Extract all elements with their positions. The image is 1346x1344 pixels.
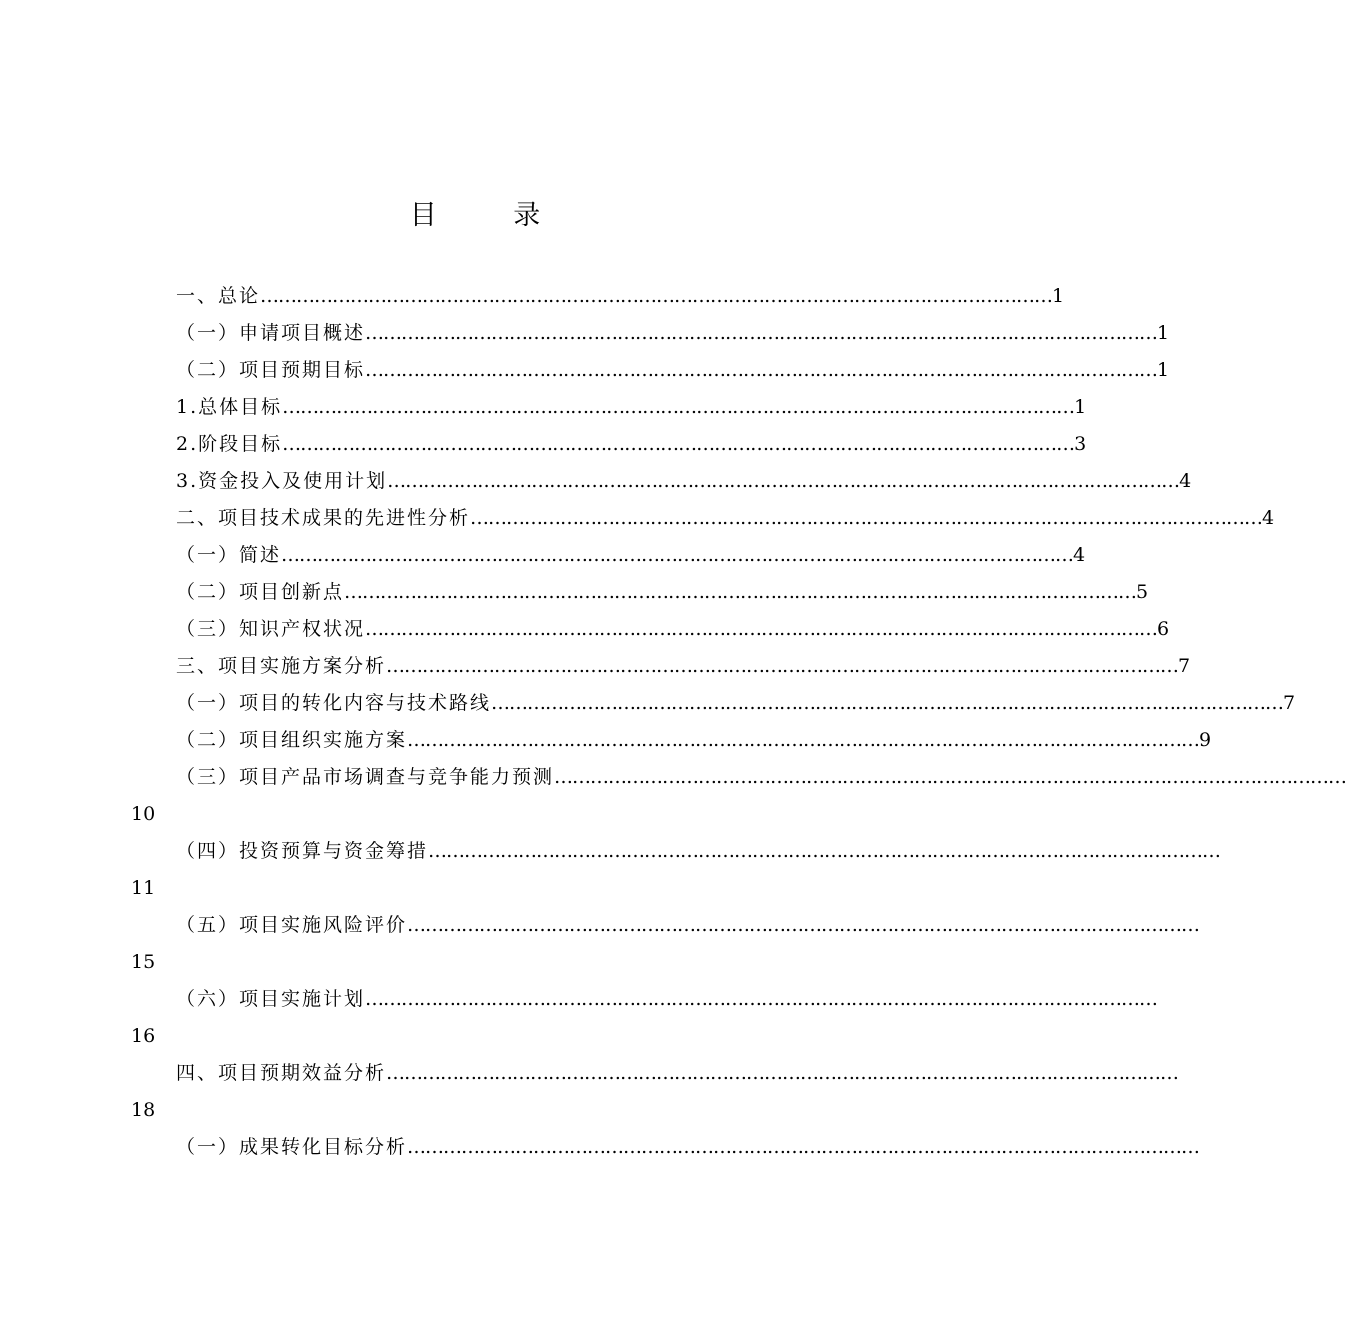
toc-entry-row (176, 574, 1149, 611)
toc-page-number: 6 (1157, 618, 1170, 640)
toc-leader-dots: …………………………………………………………………………………………………………………… (281, 544, 1074, 566)
toc-leader-dots: …………………………………………………………………………………………………………………… (282, 433, 1075, 455)
toc-leader-dots: …………………………………………………………………………………………………………………… (428, 840, 1221, 862)
toc-entry-row (176, 426, 1087, 463)
toc-entry[interactable] (0, 907, 1200, 944)
toc-page-number: 16 (131, 1025, 156, 1047)
toc-leader-dots: …………………………………………………………………………………………………………………… (407, 914, 1200, 936)
toc-page-number: 11 (131, 877, 156, 899)
toc-page-number: 4 (1179, 470, 1192, 492)
toc-leader-dots: …………………………………………………………………………………………………………………… (365, 618, 1158, 640)
toc-entry-label: （一）项目的转化内容与技术路线 (176, 692, 492, 714)
toc-page-number: 1 (1157, 322, 1170, 344)
toc-entry[interactable] (0, 278, 1065, 315)
toc-entry[interactable] (0, 1129, 1200, 1166)
toc-entry-label: （三）知识产权状况 (176, 618, 366, 640)
toc-entry-row (176, 685, 1296, 722)
table-of-contents (0, 278, 1346, 1166)
toc-entry-row (176, 611, 1170, 648)
toc-leader-dots: …………………………………………………………………………………………………………………… (344, 581, 1137, 603)
toc-entry[interactable] (0, 981, 1158, 1018)
toc-entry-label: （一）简述 (176, 544, 282, 566)
toc-entry[interactable] (0, 463, 1192, 500)
toc-entry[interactable] (0, 389, 1087, 426)
toc-entry[interactable] (0, 611, 1170, 648)
toc-entry-label: （三）项目产品市场调查与竞争能力预测 (176, 766, 555, 788)
toc-entry-row (176, 1129, 1200, 1166)
toc-entry[interactable] (0, 352, 1170, 389)
toc-entry-label: 3.资金投入及使用计划 (176, 470, 388, 492)
toc-entry-row (176, 907, 1200, 944)
toc-leader-dots: …………………………………………………………………………………………………………………… (365, 322, 1158, 344)
toc-leader-dots: …………………………………………………………………………………………………………………… (387, 470, 1180, 492)
toc-leader-dots: …………………………………………………………………………………………………………………… (386, 655, 1179, 677)
toc-entry-label: （二）项目预期目标 (176, 359, 366, 381)
toc-entry-label: 二、项目技术成果的先进性分析 (176, 507, 471, 529)
toc-leader-dots: …………………………………………………………………………………………………………………… (407, 729, 1200, 751)
toc-entry[interactable] (0, 1055, 1179, 1092)
toc-entry-label: （二）项目创新点 (176, 581, 345, 603)
toc-page-number: 1 (1052, 285, 1065, 307)
toc-entry-row (176, 1055, 1179, 1092)
toc-entry[interactable] (0, 648, 1191, 685)
toc-entry-row (176, 315, 1170, 352)
toc-page-number: 18 (131, 1099, 156, 1121)
toc-entry-row (176, 352, 1170, 389)
toc-entry-label: 三、项目实施方案分析 (176, 655, 387, 677)
toc-page-number: 7 (1283, 692, 1296, 714)
toc-entry-label: （六）项目实施计划 (176, 988, 366, 1010)
toc-page-number: 4 (1262, 507, 1275, 529)
toc-entry[interactable] (0, 500, 1275, 537)
toc-entry-label: 四、项目预期效益分析 (176, 1062, 387, 1084)
toc-entry-row (176, 278, 1065, 315)
toc-page-number: 5 (1136, 581, 1149, 603)
toc-entry-row (176, 389, 1087, 426)
toc-entry-label: （一）成果转化目标分析 (176, 1136, 408, 1158)
toc-page-number: 4 (1073, 544, 1086, 566)
toc-leader-dots: …………………………………………………………………………………………………………………… (470, 507, 1263, 529)
toc-entry-row (176, 833, 1221, 870)
toc-leader-dots: …………………………………………………………………………………………………………………… (365, 359, 1158, 381)
toc-entry[interactable] (0, 685, 1296, 722)
toc-entry-label: （五）项目实施风险评价 (176, 914, 408, 936)
toc-entry-label: （一）申请项目概述 (176, 322, 366, 344)
toc-entry-label: 2.阶段目标 (176, 433, 283, 455)
toc-entry[interactable] (0, 759, 1346, 796)
toc-leader-dots: …………………………………………………………………………………………………………………… (491, 692, 1284, 714)
toc-leader-dots: …………………………………………………………………………………………………………………… (407, 1136, 1200, 1158)
toc-page-number: 9 (1199, 729, 1212, 751)
toc-title: 目 录 (409, 200, 575, 231)
toc-entry-row (176, 537, 1086, 574)
toc-page-number: 3 (1074, 433, 1087, 455)
toc-entry-row (176, 981, 1158, 1018)
toc-entry[interactable] (0, 722, 1212, 759)
toc-entry[interactable] (0, 833, 1221, 870)
toc-page-number: 1 (1157, 359, 1170, 381)
toc-entry[interactable] (0, 574, 1149, 611)
toc-page-number: 1 (1074, 396, 1087, 418)
toc-page-number: 15 (131, 951, 156, 973)
toc-leader-dots: …………………………………………………………………………………………………………………… (386, 1062, 1179, 1084)
toc-entry-label: 一、总论 (176, 285, 261, 307)
toc-entry[interactable] (0, 537, 1086, 574)
toc-entry-row (176, 463, 1192, 500)
toc-leader-dots: …………………………………………………………………………………………………………………… (282, 396, 1075, 418)
toc-entry[interactable] (0, 426, 1087, 463)
toc-page-number: 7 (1178, 655, 1191, 677)
toc-entry-label: 1.总体目标 (176, 396, 283, 418)
toc-leader-dots: …………………………………………………………………………………………………………………… (554, 766, 1346, 788)
toc-entry-row (176, 648, 1191, 685)
toc-entry-label: （二）项目组织实施方案 (176, 729, 408, 751)
toc-entry-row (176, 722, 1212, 759)
toc-entry[interactable] (0, 315, 1170, 352)
toc-leader-dots: …………………………………………………………………………………………………………………… (260, 285, 1053, 307)
toc-page-number: 10 (131, 803, 156, 825)
toc-entry-label: （四）投资预算与资金筹措 (176, 840, 429, 862)
toc-entry-row (176, 500, 1275, 537)
toc-entry-row (176, 759, 1346, 796)
toc-leader-dots: …………………………………………………………………………………………………………………… (365, 988, 1158, 1010)
